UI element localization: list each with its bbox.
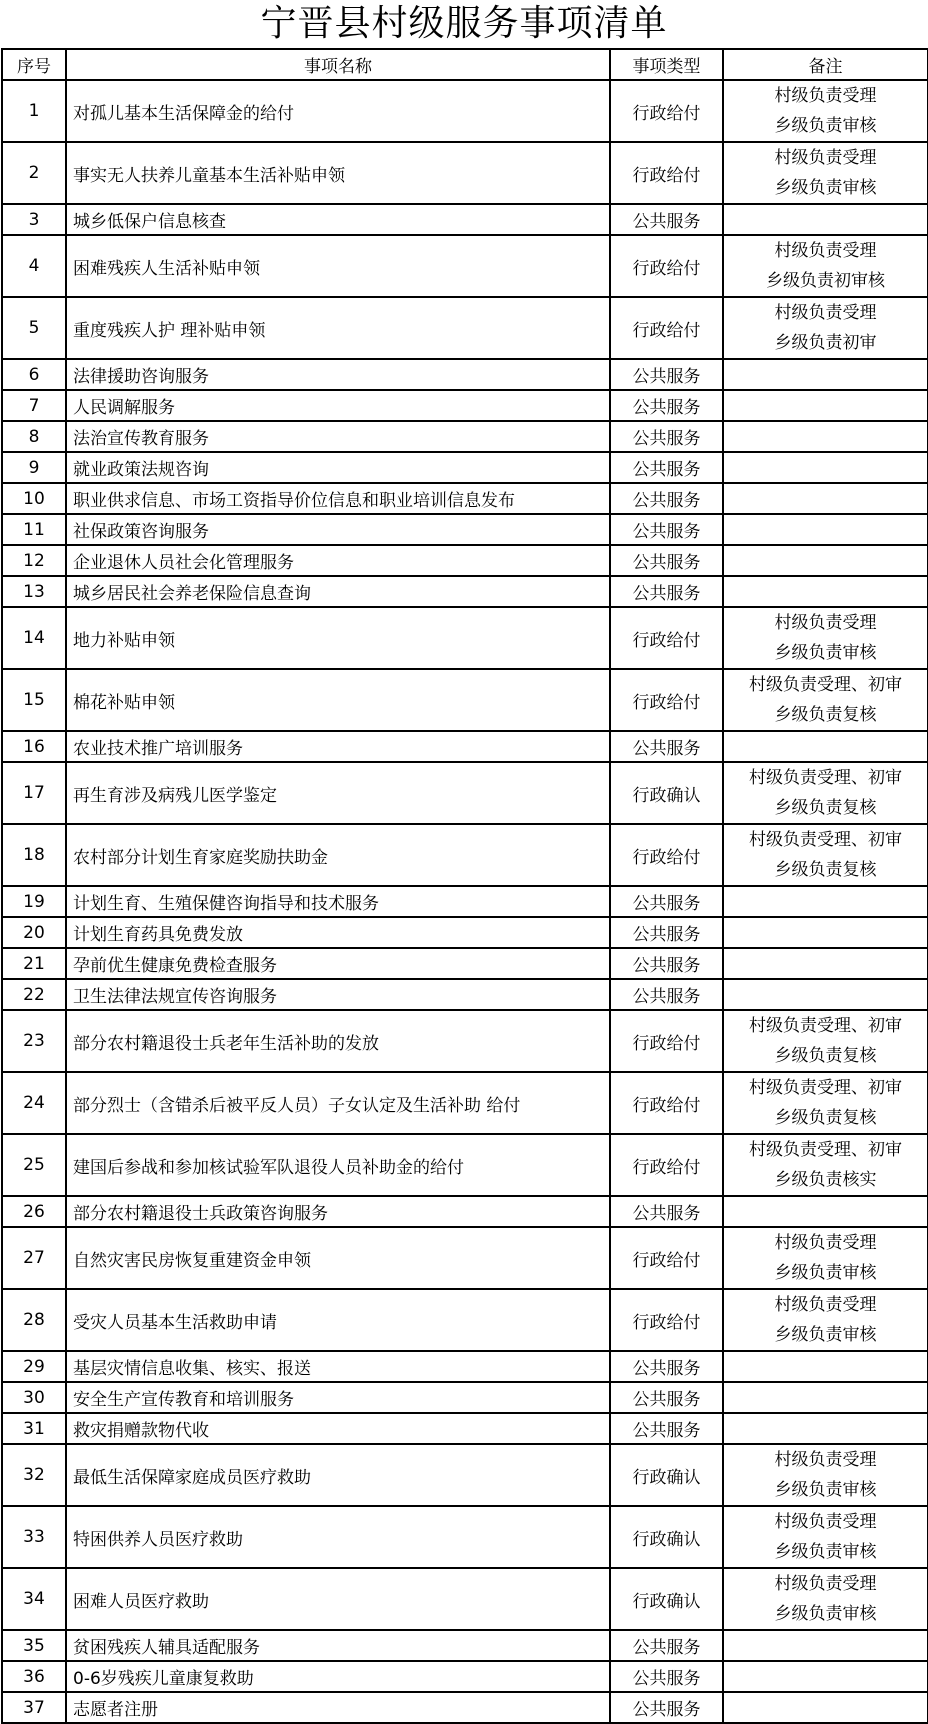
item-name: 基层灾情信息收集、核实、报送 — [66, 1351, 610, 1382]
table-row — [2, 142, 928, 204]
item-name: 自然灾害民房恢复重建资金申领 — [66, 1227, 610, 1289]
item-type: 行政确认 — [610, 762, 723, 824]
row-number: 26 — [2, 1196, 66, 1227]
item-note — [723, 1289, 928, 1351]
item-name: 职业供求信息、市场工资指导价位信息和职业培训信息发布 — [66, 483, 610, 514]
item-note — [723, 1134, 928, 1196]
item-note — [723, 731, 928, 762]
table-header-row — [2, 49, 928, 80]
item-note — [723, 824, 928, 886]
item-type: 公共服务 — [610, 421, 723, 452]
item-type: 公共服务 — [610, 1692, 723, 1723]
table-row — [2, 979, 928, 1010]
row-number: 32 — [2, 1444, 66, 1506]
table-row — [2, 514, 928, 545]
table-row — [2, 1010, 928, 1072]
note-line: 村级负责受理 — [774, 1233, 877, 1253]
item-note — [723, 1196, 928, 1227]
item-name: 计划生育、生殖保健咨询指导和技术服务 — [66, 886, 610, 917]
row-number: 20 — [2, 917, 66, 948]
row-number: 28 — [2, 1289, 66, 1351]
item-name: 城乡居民社会养老保险信息查询 — [66, 576, 610, 607]
table-row — [2, 576, 928, 607]
item-note — [723, 1227, 928, 1289]
item-note — [723, 1382, 928, 1413]
row-number: 7 — [2, 390, 66, 421]
item-note — [723, 514, 928, 545]
item-type: 公共服务 — [610, 545, 723, 576]
item-type: 公共服务 — [610, 886, 723, 917]
item-name: 0-6岁残疾儿童康复救助 — [66, 1661, 610, 1692]
item-name: 部分农村籍退役士兵老年生活补助的发放 — [66, 1010, 610, 1072]
table-row — [2, 204, 928, 235]
item-type: 公共服务 — [610, 390, 723, 421]
item-name: 志愿者注册 — [66, 1692, 610, 1723]
row-number: 29 — [2, 1351, 66, 1382]
item-name: 社保政策咨询服务 — [66, 514, 610, 545]
table-row — [2, 483, 928, 514]
note-line: 乡级负责复核 — [774, 1046, 877, 1066]
table-row — [2, 1227, 928, 1289]
note-line: 村级负责受理、初审 — [749, 1016, 902, 1036]
note-line: 村级负责受理 — [774, 1450, 877, 1470]
item-name: 最低生活保障家庭成员医疗救助 — [66, 1444, 610, 1506]
note-line: 村级负责受理 — [774, 1574, 877, 1594]
item-type: 行政给付 — [610, 80, 723, 142]
item-note — [723, 421, 928, 452]
item-note — [723, 1661, 928, 1692]
item-name: 城乡低保户信息核查 — [66, 204, 610, 235]
item-note — [723, 390, 928, 421]
item-note — [723, 204, 928, 235]
header-type: 事项类型 — [610, 49, 723, 80]
page-title: 宁晋县村级服务事项清单 — [260, 3, 668, 44]
table-row — [2, 917, 928, 948]
table-body — [2, 80, 928, 1723]
item-type: 行政给付 — [610, 824, 723, 886]
item-type: 行政给付 — [610, 1289, 723, 1351]
row-number: 36 — [2, 1661, 66, 1692]
row-number: 9 — [2, 452, 66, 483]
note-line: 村级负责受理 — [774, 241, 877, 261]
row-number: 18 — [2, 824, 66, 886]
item-name: 救灾捐赠款物代收 — [66, 1413, 610, 1444]
table-row — [2, 886, 928, 917]
row-number: 37 — [2, 1692, 66, 1723]
item-note — [723, 452, 928, 483]
service-items-table — [1, 48, 928, 1724]
note-line: 村级负责受理 — [774, 148, 877, 168]
table-row — [2, 297, 928, 359]
item-type: 行政给付 — [610, 1010, 723, 1072]
row-number: 33 — [2, 1506, 66, 1568]
item-type: 公共服务 — [610, 1351, 723, 1382]
row-number: 24 — [2, 1072, 66, 1134]
note-line: 乡级负责初审核 — [766, 271, 885, 291]
item-name: 贫困残疾人辅具适配服务 — [66, 1630, 610, 1661]
table-row — [2, 80, 928, 142]
item-name: 建国后参战和参加核试验军队退役人员补助金的给付 — [66, 1134, 610, 1196]
note-line: 乡级负责复核 — [774, 705, 877, 725]
table-row — [2, 1692, 928, 1723]
table-row — [2, 359, 928, 390]
item-name: 再生育涉及病残儿医学鉴定 — [66, 762, 610, 824]
table-row — [2, 1630, 928, 1661]
note-line: 乡级负责审核 — [774, 643, 877, 663]
table-row — [2, 824, 928, 886]
note-line: 乡级负责审核 — [774, 116, 877, 136]
row-number: 8 — [2, 421, 66, 452]
note-line: 村级负责受理、初审 — [749, 768, 902, 788]
item-type: 公共服务 — [610, 359, 723, 390]
item-name: 企业退休人员社会化管理服务 — [66, 545, 610, 576]
item-note — [723, 886, 928, 917]
item-name: 受灾人员基本生活救助申请 — [66, 1289, 610, 1351]
row-number: 6 — [2, 359, 66, 390]
item-name: 部分农村籍退役士兵政策咨询服务 — [66, 1196, 610, 1227]
item-note — [723, 1072, 928, 1134]
item-name: 特困供养人员医疗救助 — [66, 1506, 610, 1568]
item-note — [723, 1010, 928, 1072]
note-line: 乡级负责审核 — [774, 1542, 877, 1562]
row-number: 17 — [2, 762, 66, 824]
note-line: 村级负责受理 — [774, 1512, 877, 1532]
item-type: 公共服务 — [610, 1382, 723, 1413]
note-line: 乡级负责审核 — [774, 1480, 877, 1500]
item-name: 农业技术推广培训服务 — [66, 731, 610, 762]
row-number: 5 — [2, 297, 66, 359]
item-type: 行政给付 — [610, 1227, 723, 1289]
note-line: 乡级负责复核 — [774, 860, 877, 880]
row-number: 10 — [2, 483, 66, 514]
item-note — [723, 142, 928, 204]
item-name: 法治宣传教育服务 — [66, 421, 610, 452]
table-row — [2, 1444, 928, 1506]
row-number: 31 — [2, 1413, 66, 1444]
item-name: 计划生育药具免费发放 — [66, 917, 610, 948]
item-note — [723, 1568, 928, 1630]
item-type: 公共服务 — [610, 1630, 723, 1661]
row-number: 1 — [2, 80, 66, 142]
item-name: 事实无人扶养儿童基本生活补贴申领 — [66, 142, 610, 204]
item-note — [723, 1630, 928, 1661]
row-number: 25 — [2, 1134, 66, 1196]
item-type: 公共服务 — [610, 483, 723, 514]
table-row — [2, 1351, 928, 1382]
row-number: 4 — [2, 235, 66, 297]
row-number: 27 — [2, 1227, 66, 1289]
item-name: 农村部分计划生育家庭奖励扶助金 — [66, 824, 610, 886]
row-number: 21 — [2, 948, 66, 979]
item-type: 公共服务 — [610, 979, 723, 1010]
item-name: 地力补贴申领 — [66, 607, 610, 669]
row-number: 11 — [2, 514, 66, 545]
item-type: 行政给付 — [610, 669, 723, 731]
item-type: 行政给付 — [610, 142, 723, 204]
row-number: 22 — [2, 979, 66, 1010]
item-note — [723, 1351, 928, 1382]
item-name: 孕前优生健康免费检查服务 — [66, 948, 610, 979]
item-name: 对孤儿基本生活保障金的给付 — [66, 80, 610, 142]
table-row — [2, 1072, 928, 1134]
row-number: 30 — [2, 1382, 66, 1413]
table-row — [2, 390, 928, 421]
header-note: 备注 — [723, 49, 928, 80]
item-note — [723, 1506, 928, 1568]
note-line: 村级负责受理 — [774, 86, 877, 106]
item-note — [723, 297, 928, 359]
row-number: 35 — [2, 1630, 66, 1661]
row-number: 19 — [2, 886, 66, 917]
note-line: 乡级负责核实 — [774, 1170, 877, 1190]
row-number: 15 — [2, 669, 66, 731]
note-line: 村级负责受理、初审 — [749, 830, 902, 850]
item-type: 公共服务 — [610, 1661, 723, 1692]
note-line: 村级负责受理 — [774, 613, 877, 633]
table-row — [2, 1196, 928, 1227]
item-type: 公共服务 — [610, 948, 723, 979]
row-number: 14 — [2, 607, 66, 669]
item-type: 公共服务 — [610, 452, 723, 483]
item-type: 行政确认 — [610, 1444, 723, 1506]
item-note — [723, 1413, 928, 1444]
item-name: 部分烈士（含错杀后被平反人员）子女认定及生活补助 给付 — [66, 1072, 610, 1134]
table-row — [2, 1134, 928, 1196]
item-type: 行政确认 — [610, 1568, 723, 1630]
item-type: 公共服务 — [610, 731, 723, 762]
row-number: 12 — [2, 545, 66, 576]
item-note — [723, 1692, 928, 1723]
item-name: 棉花补贴申领 — [66, 669, 610, 731]
table-row — [2, 1661, 928, 1692]
table-row — [2, 669, 928, 731]
item-note — [723, 483, 928, 514]
row-number: 34 — [2, 1568, 66, 1630]
item-note — [723, 607, 928, 669]
item-note — [723, 917, 928, 948]
note-line: 村级负责受理、初审 — [749, 675, 902, 695]
row-number: 23 — [2, 1010, 66, 1072]
table-row — [2, 762, 928, 824]
item-name: 安全生产宣传教育和培训服务 — [66, 1382, 610, 1413]
item-type: 行政给付 — [610, 235, 723, 297]
header-num: 序号 — [2, 49, 66, 80]
item-type: 行政给付 — [610, 297, 723, 359]
item-type: 行政确认 — [610, 1506, 723, 1568]
item-name: 就业政策法规咨询 — [66, 452, 610, 483]
item-type: 行政给付 — [610, 1134, 723, 1196]
item-note — [723, 359, 928, 390]
note-line: 乡级负责复核 — [774, 1108, 877, 1128]
item-type: 公共服务 — [610, 1413, 723, 1444]
table-row — [2, 545, 928, 576]
note-line: 村级负责受理、初审 — [749, 1140, 902, 1160]
note-line: 村级负责受理 — [774, 303, 877, 323]
item-note — [723, 762, 928, 824]
item-name: 卫生法律法规宣传咨询服务 — [66, 979, 610, 1010]
note-line: 乡级负责复核 — [774, 798, 877, 818]
table-row — [2, 1289, 928, 1351]
row-number: 2 — [2, 142, 66, 204]
item-name: 困难人员医疗救助 — [66, 1568, 610, 1630]
item-note — [723, 979, 928, 1010]
note-line: 乡级负责审核 — [774, 178, 877, 198]
item-type: 行政给付 — [610, 1072, 723, 1134]
item-name: 人民调解服务 — [66, 390, 610, 421]
item-note — [723, 1444, 928, 1506]
note-line: 乡级负责审核 — [774, 1325, 877, 1345]
row-number: 3 — [2, 204, 66, 235]
item-note — [723, 669, 928, 731]
note-line: 乡级负责初审 — [774, 333, 877, 353]
item-note — [723, 576, 928, 607]
row-number: 16 — [2, 731, 66, 762]
item-note — [723, 80, 928, 142]
table-row — [2, 452, 928, 483]
note-line: 村级负责受理 — [774, 1295, 877, 1315]
item-note — [723, 545, 928, 576]
item-type: 公共服务 — [610, 514, 723, 545]
table-row — [2, 1413, 928, 1444]
note-line: 村级负责受理、初审 — [749, 1078, 902, 1098]
item-type: 公共服务 — [610, 204, 723, 235]
table-row — [2, 731, 928, 762]
item-type: 公共服务 — [610, 576, 723, 607]
item-note — [723, 235, 928, 297]
table-row — [2, 948, 928, 979]
item-name: 法律援助咨询服务 — [66, 359, 610, 390]
item-note — [723, 948, 928, 979]
item-type: 公共服务 — [610, 917, 723, 948]
item-type: 公共服务 — [610, 1196, 723, 1227]
row-number: 13 — [2, 576, 66, 607]
header-name: 事项名称 — [66, 49, 610, 80]
item-name: 重度残疾人护 理补贴申领 — [66, 297, 610, 359]
note-line: 乡级负责审核 — [774, 1604, 877, 1624]
table-row — [2, 421, 928, 452]
table-row — [2, 607, 928, 669]
table-row — [2, 1568, 928, 1630]
table-row — [2, 235, 928, 297]
note-line: 乡级负责审核 — [774, 1263, 877, 1283]
table-row — [2, 1506, 928, 1568]
item-name: 困难残疾人生活补贴申领 — [66, 235, 610, 297]
item-type: 行政给付 — [610, 607, 723, 669]
table-row — [2, 1382, 928, 1413]
